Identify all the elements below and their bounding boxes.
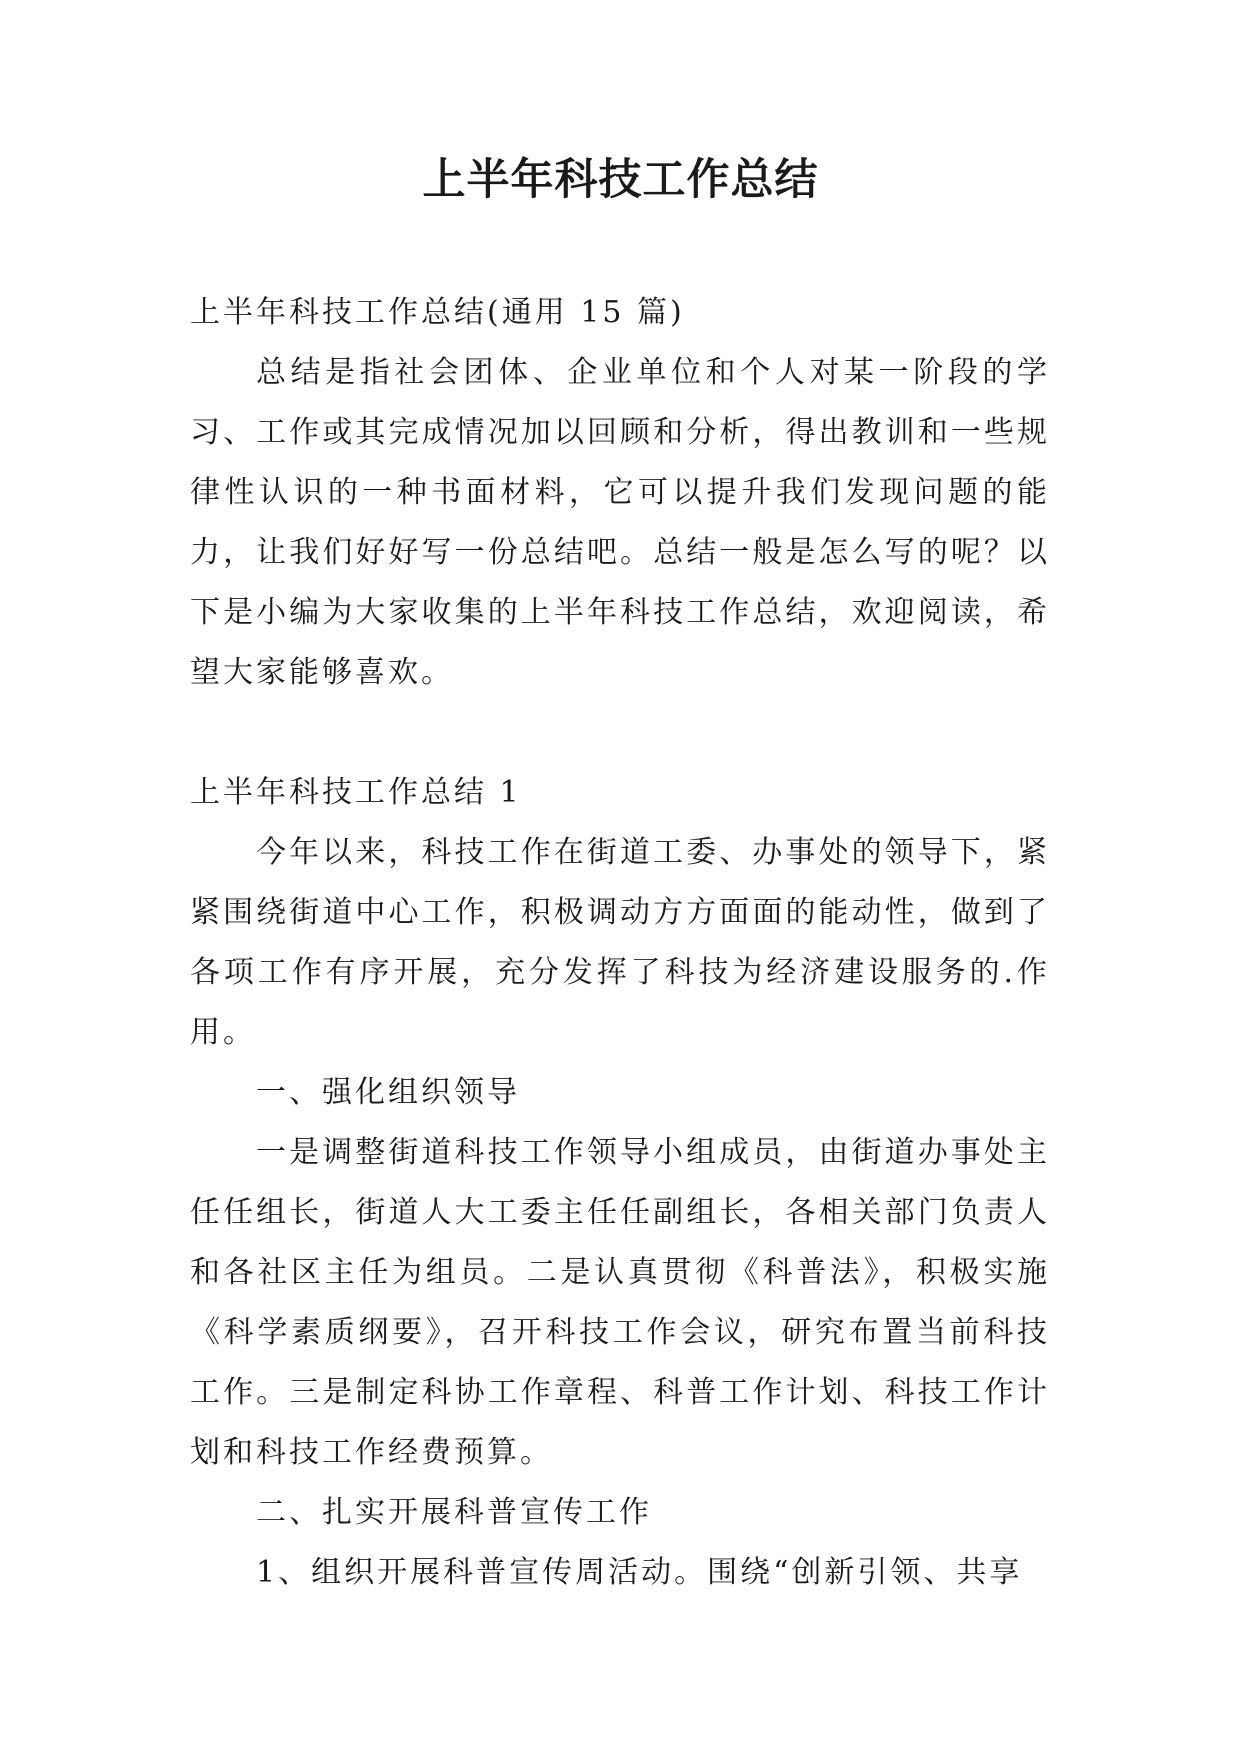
section-heading: 上半年科技工作总结 1 — [190, 775, 522, 810]
document-subtitle: 上半年科技工作总结(通用 15 篇) — [190, 295, 685, 330]
section-paragraph: 1、组织开展科普宣传周活动。围绕“创新引领、共享 — [256, 1555, 1023, 1590]
document-body — [190, 283, 1050, 1603]
intro-paragraph: 总结是指社会团体、企业单位和个人对某一阶段的学习、工作或其完成情况加以回顾和分析，得出教训和一些规律性认识的一种书面材料，它可以提升我们发现问题的能力，让我们好好写一份总结吧。总结一般是怎么写的呢？以下是小编为大家收集的上半年科技工作总结，欢迎阅读，希望大家能够喜欢。 — [190, 355, 1050, 690]
paragraph-spacer — [190, 703, 1050, 763]
subsection-heading: 二、扎实开展科普宣传工作 — [256, 1495, 652, 1530]
document-title: 上半年科技工作总结 — [422, 155, 819, 205]
section-paragraph: 今年以来，科技工作在街道工委、办事处的领导下，紧紧围绕街道中心工作，积极调动方方面面的能动性，做到了各项工作有序开展，充分发挥了科技为经济建设服务的.作用。 — [190, 835, 1050, 1050]
subsection-heading: 一、强化组织领导 — [256, 1075, 520, 1110]
section-paragraph: 一是调整街道科技工作领导小组成员，由街道办事处主任任组长，街道人大工委主任任副组长，各相关部门负责人和各社区主任为组员。二是认真贯彻《科普法》，积极实施《科学素质纲要》，召开科技工作会议，研究布置当前科技工作。三是制定科协工作章程、科普工作计划、科技工作计划和科技工作经费预算。 — [190, 1135, 1050, 1470]
